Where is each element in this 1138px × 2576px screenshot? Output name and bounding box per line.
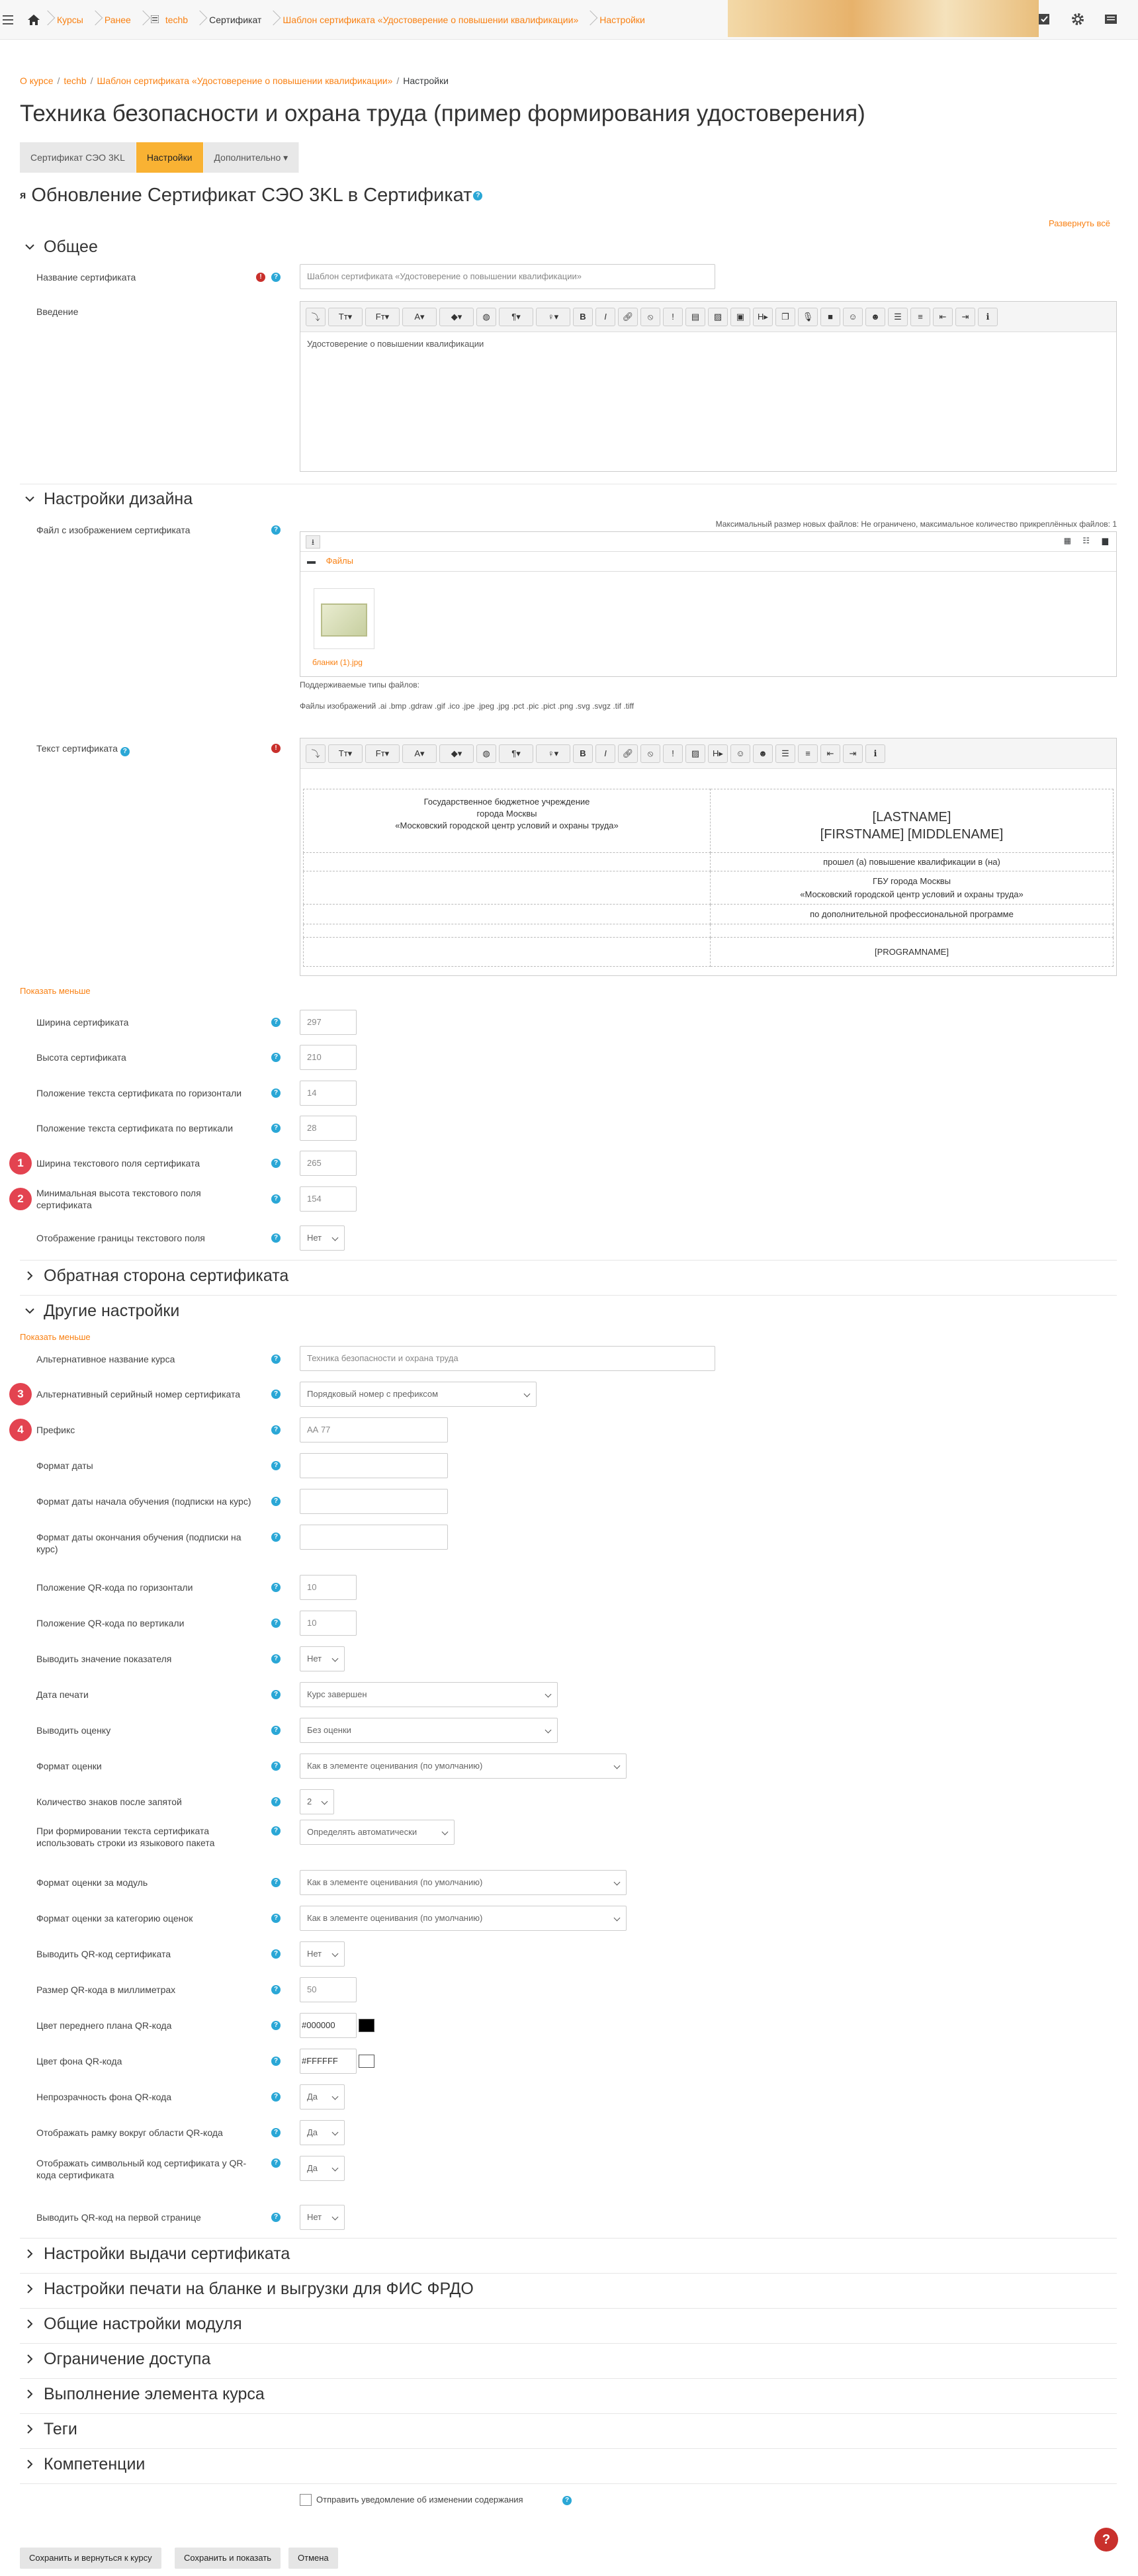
template-icon[interactable]: ▤ (685, 308, 705, 326)
tab-certificate[interactable]: Сертификат СЭО 3KL (20, 142, 136, 173)
dimension-input[interactable]: 28 (300, 1116, 357, 1141)
bold-icon[interactable]: B (573, 308, 593, 326)
help-icon[interactable]: ? (271, 1194, 281, 1204)
section-completion-title: Выполнение элемента курса (44, 2384, 265, 2403)
font-family-icon[interactable]: Tт▾ (328, 308, 363, 326)
help-icon[interactable]: ? (271, 2092, 281, 2102)
chevron-right-icon (20, 2319, 40, 2329)
expand-all-link[interactable]: Развернуть всё (1048, 218, 1110, 228)
serial-label: Альтернативный серийный номер сертификата (36, 1389, 241, 1399)
qr-code-label: Отображать символьный код сертификата у QR-кода сертификата (36, 2158, 247, 2180)
qr-h-input[interactable]: 10 (300, 1575, 357, 1600)
header-banner-image (728, 0, 1039, 37)
cancel-button[interactable]: Отмена (288, 2548, 338, 2569)
dimension-label: Положение текста сертификата по вертикали (36, 1123, 234, 1133)
grade-label: Выводить оценку (36, 1725, 111, 1736)
start-format-input[interactable] (300, 1489, 448, 1514)
qr-opacity-select[interactable]: Да (300, 2084, 345, 2110)
issuer-cell (304, 789, 711, 853)
chevron-right-icon (20, 2249, 40, 2258)
emoji-icon[interactable]: ☺ (843, 308, 863, 326)
editor-toolbar (300, 738, 1116, 769)
dimension-label: Ширина текстового поля сертификата (36, 1158, 200, 1169)
end-format-input[interactable] (300, 1525, 448, 1550)
required-icon: ! (256, 273, 265, 282)
section-common[interactable] (20, 2310, 1117, 2338)
show-less-link[interactable]: Показать меньше (20, 1332, 91, 1342)
category-grade-select[interactable]: Как в элементе оценивания (по умолчанию) (300, 1906, 627, 1931)
help-icon[interactable]: ? (562, 2496, 572, 2505)
messages-icon[interactable] (1104, 12, 1119, 28)
chevron-down-icon (20, 1308, 40, 1314)
crumb-certificate[interactable]: Сертификат (209, 15, 262, 25)
help-icon[interactable]: ? (271, 1826, 281, 1836)
section-completion[interactable] (20, 2380, 1117, 2408)
cert-text-label: Текст сертификата ? (36, 742, 136, 755)
institution-cell (711, 871, 1114, 905)
help-icon[interactable]: ? (271, 1425, 281, 1435)
save-show-button[interactable]: Сохранить и показать (175, 2548, 281, 2569)
qr-bg-label: Цвет фона QR-кода (36, 2056, 122, 2066)
italic-icon[interactable]: I (595, 744, 615, 763)
breadcrumb-techb[interactable]: techb (64, 75, 87, 86)
dimension-label: Ширина сертификата (36, 1017, 129, 1028)
grade-format-select[interactable]: Как в элементе оценивания (по умолчанию) (300, 1754, 627, 1779)
section-design[interactable] (20, 485, 1117, 513)
dimension-input[interactable]: 265 (300, 1151, 357, 1176)
help-icon[interactable]: ? (271, 1233, 281, 1243)
breadcrumb: О курсе / techb / Шаблон сертификата «Удостоверение о повышении квалификации» / Настройки (20, 75, 449, 86)
print-date-select[interactable]: Курс завершен (300, 1682, 558, 1707)
folder-tree-icon (148, 15, 161, 25)
institution-line-2: «Московский городской центр условий и охраны труда» (800, 889, 1024, 899)
editor-toolbar (300, 302, 1116, 332)
qr-code-select[interactable]: Да (300, 2156, 345, 2181)
tab-bar (20, 142, 299, 173)
qr-fg-swatch[interactable] (359, 2019, 374, 2032)
qr-opacity-label: Непрозрачность фона QR-кода (36, 2092, 172, 2102)
indicator-label: Выводить значение показателя (36, 1654, 172, 1664)
insert-icon[interactable]: ♀▾ (536, 308, 570, 326)
toolbar-toggle-icon[interactable]: ⤵ (306, 308, 326, 326)
chevron-right-icon (20, 2424, 40, 2434)
grade-format-label: Формат оценки (36, 1761, 102, 1771)
dimension-input[interactable]: 154 (300, 1186, 357, 1212)
section-general-title: Общее (44, 237, 98, 256)
image-icon[interactable]: ▨ (708, 308, 728, 326)
dimension-label: Высота сертификата (36, 1052, 126, 1063)
list-view-icon[interactable]: ☷ (1082, 536, 1090, 545)
qr-v-label: Положение QR-кода по вертикали (36, 1618, 185, 1628)
dimension-input[interactable]: 14 (300, 1081, 357, 1106)
help-icon[interactable]: ? (120, 747, 130, 756)
emoticon-icon[interactable]: ☻ (865, 308, 885, 326)
paragraph-icon[interactable]: ¶▾ (499, 308, 533, 326)
lang-select[interactable]: Определять автоматически (300, 1820, 455, 1845)
section-restrict-title: Ограничение доступа (44, 2349, 211, 2368)
help-icon[interactable]: ? (271, 1390, 281, 1399)
ordered-list-icon[interactable]: ≡ (910, 308, 930, 326)
section-reverse[interactable] (20, 1262, 1117, 1290)
alt-name-label: Альтернативное название курса (36, 1354, 175, 1364)
dimension-input[interactable]: 297 (300, 1010, 357, 1035)
dimension-label: Положение текста сертификата по горизонтали (36, 1088, 242, 1098)
qr-show-select[interactable]: Нет (300, 1941, 345, 1967)
institution-line-1: ГБУ города Москвы (872, 875, 951, 886)
help-icon[interactable]: ? (271, 1053, 281, 1062)
grade-select[interactable]: Без оценки (300, 1718, 558, 1743)
tab-more[interactable]: Дополнительно ▾ (204, 142, 300, 173)
microphone-icon[interactable]: 🎙︎ (798, 308, 818, 326)
unlink-icon[interactable]: ⦸ (640, 744, 660, 763)
section-common-title: Общие настройки модуля (44, 2314, 242, 2333)
prefix-label: Префикс (36, 1425, 75, 1435)
qr-fg-input[interactable]: #000000 (300, 2013, 357, 2038)
breadcrumb-settings: Настройки (403, 75, 449, 86)
help-icon[interactable]: ? (271, 273, 281, 282)
notify-label: Отправить уведомление об изменении содержания (316, 2495, 523, 2505)
intro-label: Введение (36, 306, 79, 317)
module-grade-select[interactable]: Как в элементе оценивания (по умолчанию) (300, 1870, 627, 1895)
section-competencies-title: Компетенции (44, 2454, 146, 2473)
edit-mode-icon[interactable] (1037, 12, 1053, 28)
toolbar-toggle-icon[interactable]: ⤵ (306, 744, 326, 763)
highlight-icon[interactable]: ◆▾ (439, 308, 474, 326)
help-icon[interactable]: ? (271, 1985, 281, 1994)
styles-icon[interactable]: ◍ (476, 308, 496, 326)
issuer-line-1: Государственное бюджетное учреждение (423, 797, 590, 807)
insert-icon[interactable]: ♀▾ (536, 744, 570, 763)
section-restrict[interactable] (20, 2345, 1117, 2373)
font-size-icon[interactable]: Fт▾ (365, 744, 400, 763)
annotation-marker-3: 3 (9, 1383, 32, 1405)
show-less-link[interactable]: Показать меньше (20, 986, 91, 996)
section-tags-title: Теги (44, 2419, 77, 2438)
info-icon[interactable]: ℹ (865, 744, 885, 763)
breadcrumb-template[interactable]: Шаблон сертификата «Удостоверение о повышении квалификации» (97, 75, 393, 86)
max-size-text: Максимальный размер новых файлов: Не ограничено, максимальное количество прикреплённых файлов: 1 (715, 519, 1117, 529)
grid-view-icon[interactable]: ▦ (1063, 536, 1071, 545)
gear-icon[interactable] (1071, 12, 1086, 28)
styles-icon[interactable]: ◍ (476, 744, 496, 763)
help-icon[interactable]: ? (473, 191, 482, 200)
help-icon[interactable]: ? (271, 1726, 281, 1735)
programname-placeholder: [PROGRAMNAME] (711, 938, 1114, 967)
top-breadcrumb (40, 8, 649, 32)
issuer-line-2: города Москвы (476, 809, 537, 819)
help-icon[interactable]: ? (271, 1878, 281, 1887)
help-icon[interactable]: ? (271, 1654, 281, 1664)
font-size-icon[interactable]: Fт▾ (365, 308, 400, 326)
section-print-title: Настройки печати на бланке и выгрузки для ФИС ФРДО (44, 2279, 474, 2298)
form-heading-text: Обновление Сертификат СЭО 3KL в Сертификат (31, 185, 472, 206)
qr-frame-select[interactable]: Да (300, 2120, 345, 2145)
help-icon[interactable]: ? (271, 2057, 281, 2066)
emoji-icon[interactable]: ☺ (730, 744, 750, 763)
help-icon[interactable]: ? (271, 1761, 281, 1771)
crumb-courses[interactable]: Курсы (57, 15, 83, 25)
file-thumbnail[interactable] (314, 588, 374, 649)
text-color-icon[interactable]: A▾ (402, 744, 437, 763)
name-cell (711, 789, 1114, 853)
certificate-blank-image (321, 603, 367, 637)
qr-size-label: Размер QR-кода в миллиметрах (36, 1984, 176, 1995)
section-tags[interactable] (20, 2415, 1117, 2443)
form-heading (20, 185, 482, 206)
file-manager-toolbar (300, 532, 1116, 552)
completed-text: прошел (а) повышение квалификации в (на) (711, 853, 1114, 871)
paragraph-icon[interactable]: ¶▾ (499, 744, 533, 763)
file-manager[interactable] (300, 531, 1117, 677)
qr-v-input[interactable]: 10 (300, 1611, 357, 1636)
qr-fg-label: Цвет переднего плана QR-кода (36, 2020, 172, 2031)
help-icon[interactable]: ? (271, 1355, 281, 1364)
notify-checkbox[interactable] (300, 2494, 312, 2506)
cert-name-input[interactable]: Шаблон сертификата «Удостоверение о повышении квалификации» (300, 264, 715, 289)
unordered-list-icon[interactable]: ☰ (775, 744, 795, 763)
qr-bg-input[interactable]: #FFFFFF (300, 2049, 357, 2074)
prefix-input[interactable]: АА 77 (300, 1417, 448, 1443)
supported-types-label: Поддерживаемые типы файлов: (300, 680, 420, 689)
folder-icon: ▬ (307, 556, 316, 566)
help-button[interactable]: ? (1094, 2528, 1118, 2552)
help-icon[interactable]: ? (271, 1949, 281, 1959)
qr-first-select[interactable]: Нет (300, 2205, 345, 2230)
firstname-placeholder: [FIRSTNAME] [MIDDLENAME] (820, 826, 1004, 842)
serial-select[interactable]: Порядковый номер с префиксом (300, 1382, 537, 1407)
intro-editor[interactable] (300, 301, 1117, 472)
video-icon[interactable]: ■ (820, 308, 840, 326)
certificate-layout-table[interactable] (303, 789, 1114, 967)
file-name-link[interactable]: бланки (1).jpg (312, 658, 363, 667)
help-icon[interactable]: ? (271, 2021, 281, 2030)
menu-icon[interactable] (1, 10, 15, 30)
help-icon[interactable]: ? (271, 1914, 281, 1923)
lastname-placeholder: [LASTNAME] (872, 809, 951, 824)
text-color-icon[interactable]: A▾ (402, 308, 437, 326)
chevron-down-icon (20, 496, 40, 502)
help-icon[interactable]: ? (271, 1619, 281, 1628)
highlight-icon[interactable]: ◆▾ (439, 744, 474, 763)
italic-icon[interactable]: I (595, 308, 615, 326)
section-issue-title: Настройки выдачи сертификата (44, 2244, 290, 2263)
intro-text[interactable]: Удостоверение о повышении квалификации (307, 339, 484, 349)
unlink-icon[interactable]: ⦸ (640, 308, 660, 326)
help-icon[interactable]: ? (271, 1583, 281, 1592)
section-other[interactable] (20, 1297, 1117, 1325)
outdent-icon[interactable]: ⇤ (933, 308, 953, 326)
qr-size-input[interactable]: 50 (300, 1977, 357, 2002)
print-date-label: Дата печати (36, 1689, 89, 1700)
end-format-label: Формат даты окончания обучения (подписки на курс) (36, 1532, 241, 1554)
help-icon[interactable]: ? (271, 1088, 281, 1098)
border-select[interactable]: Нет (300, 1225, 345, 1251)
qr-bg-swatch[interactable] (359, 2055, 374, 2068)
help-icon[interactable]: ? (271, 1532, 281, 1542)
category-grade-label: Формат оценки за категорию оценок (36, 1913, 193, 1924)
annotation-marker-2: 2 (9, 1188, 32, 1210)
media-icon[interactable]: ▣ (730, 308, 750, 326)
ordered-list-icon[interactable]: ≡ (798, 744, 818, 763)
chevron-right-icon (20, 2354, 40, 2364)
help-icon[interactable]: ? (271, 1018, 281, 1027)
h5p-icon[interactable]: H▸ (708, 744, 728, 763)
section-other-title: Другие настройки (44, 1301, 180, 1320)
alert-icon[interactable]: ! (663, 744, 683, 763)
indicator-select[interactable]: Нет (300, 1646, 345, 1671)
crumb-template[interactable]: Шаблон сертификата «Удостоверение о повышении квалификации» (283, 15, 579, 25)
tab-settings[interactable]: Настройки (136, 142, 204, 173)
qr-frame-label: Отображать рамку вокруг области QR-кода (36, 2127, 223, 2138)
annotation-marker-1: 1 (9, 1152, 32, 1175)
module-icon: я (20, 189, 26, 201)
outdent-icon[interactable]: ⇤ (820, 744, 840, 763)
start-format-label: Формат даты начала обучения (подписки на курс) (36, 1496, 251, 1507)
decimals-label: Количество знаков после запятой (36, 1797, 182, 1807)
supported-types-list: Файлы изображений .ai .bmp .gdraw .gif .ico .jpe .jpeg .jpg .pct .pic .pict .png .svg .svgz .tif .tiff (300, 701, 635, 711)
link-icon[interactable]: 🔗︎ (618, 308, 638, 326)
crumb-techb[interactable]: techb (165, 15, 189, 25)
help-icon[interactable]: ? (271, 1159, 281, 1168)
chevron-right-icon (20, 1271, 40, 1280)
alt-name-input[interactable]: Техника безопасности и охрана труда (300, 1346, 715, 1371)
help-icon[interactable]: ? (271, 1797, 281, 1806)
help-icon[interactable]: ? (271, 2213, 281, 2222)
emoticon-icon[interactable]: ☻ (753, 744, 773, 763)
section-design-title: Настройки дизайна (44, 489, 193, 508)
lang-label: При формировании текста сертификата использовать строки из языкового пакета (36, 1826, 215, 1848)
qr-h-label: Положение QR-кода по горизонтали (36, 1582, 193, 1593)
font-family-icon[interactable]: Tт▾ (328, 744, 363, 763)
help-icon[interactable]: ? (271, 1690, 281, 1699)
section-issue[interactable] (20, 2240, 1117, 2268)
alert-icon[interactable]: ! (663, 308, 683, 326)
crumb-settings[interactable]: Настройки (599, 15, 645, 25)
date-format-label: Формат даты (36, 1460, 93, 1471)
tree-view-icon[interactable]: ▆ (1102, 536, 1108, 545)
top-navbar (0, 0, 1138, 40)
unordered-list-icon[interactable]: ☰ (888, 308, 908, 326)
page-title: Техника безопасности и охрана труда (пример формирования удостоверения) (20, 101, 865, 126)
cert-name-label: Название сертификата (36, 272, 136, 283)
required-icon: ! (271, 744, 281, 753)
chevron-right-icon (20, 2284, 40, 2293)
help-icon[interactable]: ? (271, 1461, 281, 1470)
section-reverse-title: Обратная сторона сертификата (44, 1266, 289, 1285)
section-competencies[interactable] (20, 2450, 1117, 2478)
section-general[interactable] (20, 233, 1117, 261)
dimension-label: Минимальная высота текстового поля сертификата (36, 1188, 201, 1210)
module-grade-label: Формат оценки за модуль (36, 1877, 148, 1888)
indent-icon[interactable]: ⇥ (955, 308, 975, 326)
file-label: Файл с изображением сертификата (36, 525, 191, 535)
section-print[interactable] (20, 2275, 1117, 2303)
decimals-select[interactable]: 2 (300, 1789, 334, 1814)
date-format-input[interactable] (300, 1453, 448, 1478)
qr-first-label: Выводить QR-код на первой странице (36, 2212, 201, 2223)
crumb-earlier[interactable]: Ранее (104, 15, 131, 25)
qr-show-label: Выводить QR-код сертификата (36, 1949, 171, 1959)
chevron-right-icon (20, 2389, 40, 2399)
files-folder-link[interactable]: Файлы (326, 556, 353, 566)
indent-icon[interactable]: ⇥ (843, 744, 863, 763)
dimension-input[interactable]: 210 (300, 1045, 357, 1070)
chevron-down-icon (20, 244, 40, 250)
image-icon[interactable]: ▨ (685, 744, 705, 763)
help-icon[interactable]: ? (271, 525, 281, 535)
info-icon[interactable]: ℹ (978, 308, 998, 326)
h5p-icon[interactable]: H▸ (753, 308, 773, 326)
annotation-marker-4: 4 (9, 1419, 32, 1441)
help-icon[interactable]: ? (271, 2128, 281, 2137)
border-label: Отображение границы текстового поля (36, 1233, 205, 1243)
help-icon[interactable]: ? (271, 2158, 281, 2168)
issuer-line-3: «Московский городской центр условий и охраны труда» (395, 821, 619, 830)
chevron-right-icon (20, 2460, 40, 2469)
copy-icon[interactable]: ❐ (775, 308, 795, 326)
program-intro-text: по дополнительной профессиональной программе (711, 905, 1114, 924)
help-icon[interactable]: ? (271, 1124, 281, 1133)
download-icon[interactable]: ⭳ (306, 535, 320, 549)
save-return-button[interactable]: Сохранить и вернуться к курсу (20, 2548, 161, 2569)
bold-icon[interactable]: B (573, 744, 593, 763)
help-icon[interactable]: ? (271, 1497, 281, 1506)
breadcrumb-about-course[interactable]: О курсе (20, 75, 54, 86)
link-icon[interactable]: 🔗︎ (618, 744, 638, 763)
